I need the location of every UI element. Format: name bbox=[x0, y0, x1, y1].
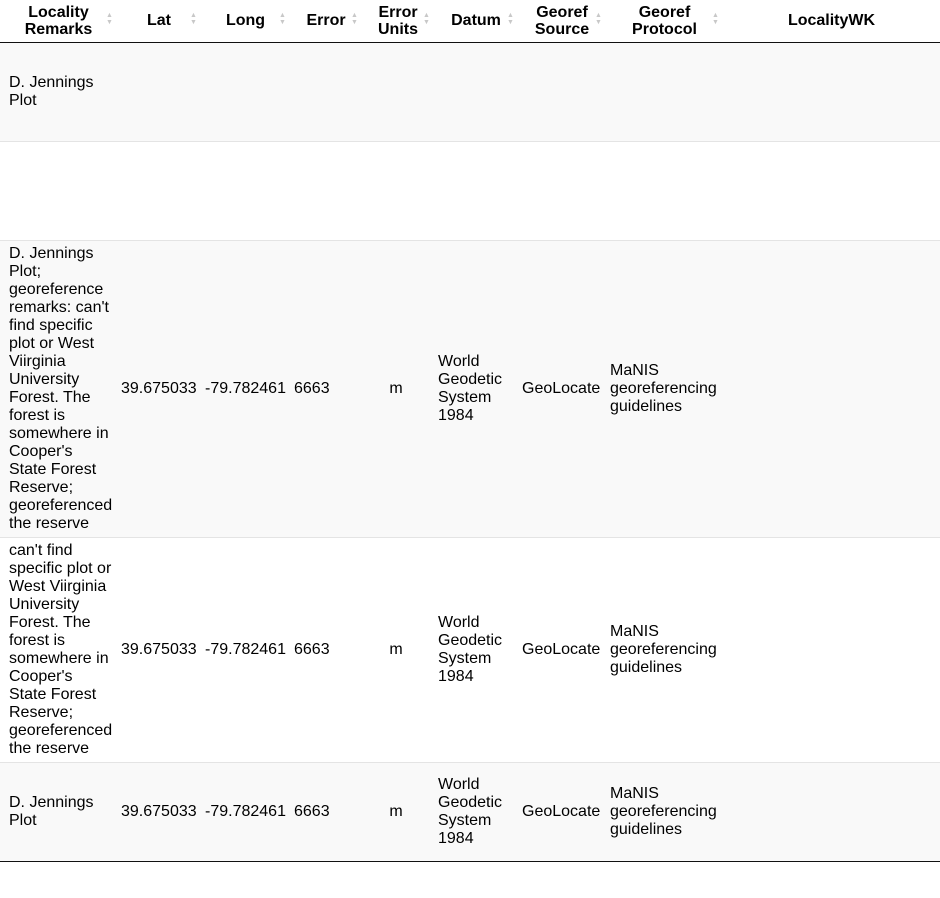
header-label: LocalityWK bbox=[787, 12, 876, 30]
cell-error: 6663 bbox=[290, 762, 362, 861]
column-header-georef-protocol[interactable] bbox=[606, 0, 723, 42]
column-header-lat[interactable] bbox=[117, 0, 201, 42]
cell-error bbox=[290, 42, 362, 141]
column-header-error-units[interactable] bbox=[362, 0, 434, 42]
column-header-locality-remarks[interactable] bbox=[0, 0, 117, 42]
cell-locality-wkt bbox=[723, 240, 940, 537]
header-label: Datum bbox=[451, 12, 501, 30]
cell-long: -79.782461 bbox=[201, 240, 290, 537]
cell-datum bbox=[434, 42, 518, 141]
column-header-georef-source[interactable] bbox=[518, 0, 606, 42]
sort-icon: ▲ ▼ bbox=[507, 12, 514, 26]
cell-error bbox=[290, 141, 362, 240]
sort-icon: ▲ ▼ bbox=[595, 12, 602, 26]
cell-error-units bbox=[362, 42, 434, 141]
cell-locality-remarks: D. Jennings Plot; georeference remarks: can't find specific plot or West Viirginia University Forest. The forest is somewhere in Cooper's State Forest Reserve; georeferenced the reserve bbox=[0, 240, 117, 537]
sort-icon: ▲ ▼ bbox=[106, 12, 113, 26]
cell-georef-protocol bbox=[606, 141, 723, 240]
table-row[interactable] bbox=[0, 141, 940, 240]
cell-error: 6663 bbox=[290, 240, 362, 537]
cell-georef-source: GeoLocate bbox=[518, 240, 606, 537]
header-label-line: Georef bbox=[536, 3, 588, 21]
cell-error-units: m bbox=[362, 762, 434, 861]
cell-georef-source bbox=[518, 141, 606, 240]
header-row bbox=[0, 0, 940, 42]
cell-locality-remarks: can't find specific plot or West Viirginia University Forest. The forest is somewhere in Cooper's State Forest Reserve; georeferenced the reserve bbox=[0, 537, 117, 762]
cell-lat bbox=[117, 141, 201, 240]
cell-georef-source: GeoLocate bbox=[518, 537, 606, 762]
cell-georef-protocol: MaNIS georeferencing guidelines bbox=[606, 762, 723, 861]
cell-locality-wkt bbox=[723, 537, 940, 762]
cell-error-units: m bbox=[362, 240, 434, 537]
header-label: Lat bbox=[147, 12, 171, 30]
header-label-line: Source bbox=[534, 20, 590, 38]
sort-icon: ▲ ▼ bbox=[423, 12, 430, 26]
column-header-datum[interactable] bbox=[434, 0, 518, 42]
header-label-line: Units bbox=[378, 20, 418, 38]
cell-long bbox=[201, 42, 290, 141]
table-row[interactable] bbox=[0, 762, 940, 861]
sort-icon: ▲ ▼ bbox=[351, 12, 358, 26]
header-label-line: Error bbox=[378, 3, 418, 21]
table-header bbox=[0, 0, 940, 42]
cell-lat: 39.675033 bbox=[117, 762, 201, 861]
header-label-line: Georef bbox=[638, 3, 691, 21]
cell-error-units bbox=[362, 141, 434, 240]
cell-locality-remarks: D. Jennings Plot bbox=[0, 762, 117, 861]
cell-long: -79.782461 bbox=[201, 762, 290, 861]
cell-locality-wkt bbox=[723, 141, 940, 240]
sort-icon: ▲ ▼ bbox=[712, 12, 719, 26]
table-row[interactable] bbox=[0, 42, 940, 141]
cell-georef-source: GeoLocate bbox=[518, 762, 606, 861]
header-label-line: Remarks bbox=[24, 20, 93, 38]
cell-locality-remarks bbox=[0, 141, 117, 240]
header-label: Long bbox=[225, 12, 266, 30]
cell-datum: World Geodetic System 1984 bbox=[434, 537, 518, 762]
cell-datum bbox=[434, 141, 518, 240]
cell-datum: World Geodetic System 1984 bbox=[434, 762, 518, 861]
cell-locality-wkt bbox=[723, 762, 940, 861]
cell-long bbox=[201, 141, 290, 240]
column-header-error[interactable] bbox=[290, 0, 362, 42]
cell-georef-protocol bbox=[606, 42, 723, 141]
cell-error: 6663 bbox=[290, 537, 362, 762]
table-body bbox=[0, 42, 940, 861]
cell-error-units: m bbox=[362, 537, 434, 762]
header-label: Error bbox=[306, 12, 346, 30]
column-header-long[interactable] bbox=[201, 0, 290, 42]
cell-locality-wkt bbox=[723, 42, 940, 141]
cell-lat: 39.675033 bbox=[117, 240, 201, 537]
column-header-locality-wkt[interactable] bbox=[723, 0, 940, 42]
cell-georef-protocol: MaNIS georeferencing guidelines bbox=[606, 537, 723, 762]
cell-georef-protocol: MaNIS georeferencing guidelines bbox=[606, 240, 723, 537]
header-label-line: Locality bbox=[28, 3, 89, 21]
table-row[interactable] bbox=[0, 537, 940, 762]
sort-icon: ▲ ▼ bbox=[190, 12, 197, 26]
cell-lat: 39.675033 bbox=[117, 537, 201, 762]
cell-georef-source bbox=[518, 42, 606, 141]
sort-icon: ▲ ▼ bbox=[279, 12, 286, 26]
cell-lat bbox=[117, 42, 201, 141]
cell-locality-remarks: D. Jennings Plot bbox=[0, 42, 117, 141]
cell-datum: World Geodetic System 1984 bbox=[434, 240, 518, 537]
cell-long: -79.782461 bbox=[201, 537, 290, 762]
header-label-line: Protocol bbox=[632, 20, 697, 38]
table-row[interactable] bbox=[0, 240, 940, 537]
